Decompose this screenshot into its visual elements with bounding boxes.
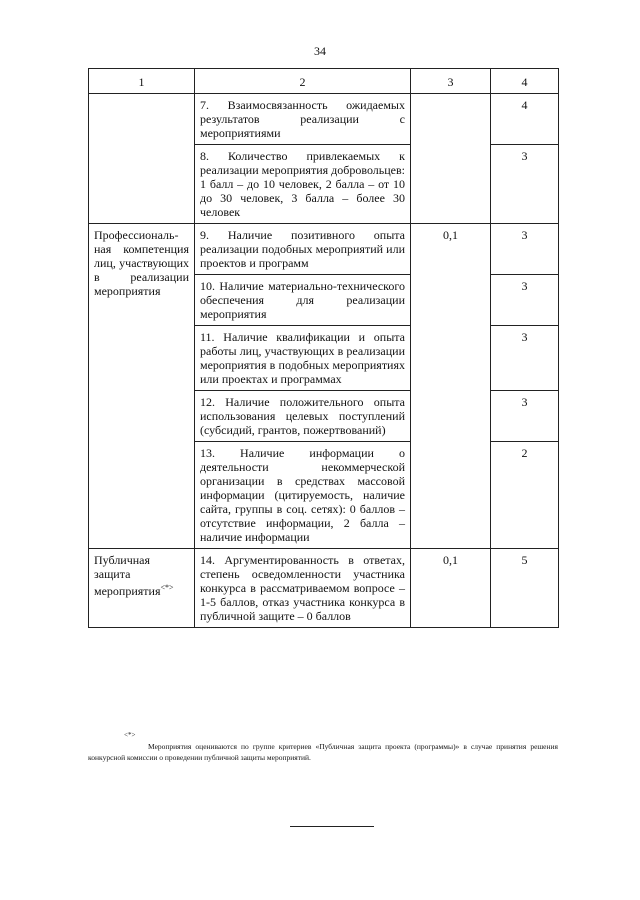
criteria-table — [88, 68, 559, 628]
criterion-text: 14. Аргументированность в ответах, степень осведомленности участника конкурса в рассматриваемом вопросе – 1-5 баллов, отказ участника конкурса в публичной защите – 0 баллов — [195, 549, 411, 628]
max-score: 4 — [491, 94, 559, 145]
criterion-text: 13. Наличие информации о деятельности некоммерческой организации в средствах массовой информации (цитируемость, наличие сайта, группы в соц. сетях): 0 баллов – отсутствие информации, 2 балла – наличие информации — [195, 442, 411, 549]
criteria-group-label: Профессиональ-ная компетенция лиц, участвующих в реализации мероприятия — [89, 224, 195, 549]
criterion-text: 7. Взаимосвязанность ожидаемых результатов реализации с мероприятиями — [195, 94, 411, 145]
table-row — [89, 94, 559, 145]
end-rule — [290, 826, 374, 827]
footnote — [88, 730, 558, 763]
criteria-group-label — [89, 549, 195, 628]
max-score: 3 — [491, 275, 559, 326]
page-number: 34 — [314, 44, 326, 58]
max-score: 3 — [491, 326, 559, 391]
criteria-group-cell-empty — [89, 94, 195, 224]
criterion-text: 11. Наличие квалификации и опыта работы лиц, участвующих в реализации мероприятия в подобных мероприятиях или проектах и программах — [195, 326, 411, 391]
criterion-text: 9. Наличие позитивного опыта реализации подобных мероприятий или проектов и программ — [195, 224, 411, 275]
max-score: 3 — [491, 391, 559, 442]
footnote-mark: <*> — [124, 731, 136, 739]
table-header-row — [89, 69, 559, 94]
group-weight: 0,1 — [411, 224, 491, 549]
criterion-text: 12. Наличие положительного опыта использования целевых поступлений (субсидий, грантов, пожертвований) — [195, 391, 411, 442]
max-score: 5 — [491, 549, 559, 628]
weight-cell-empty — [411, 94, 491, 224]
column-header-3: 3 — [411, 69, 491, 94]
column-header-2: 2 — [195, 69, 411, 94]
footnote-text: Мероприятия оцениваются по группе критериев «Публичная защита проекта (программы)» в случае принятия решения конкурсной комиссии о проведении публичной защиты мероприятий. — [88, 742, 558, 762]
max-score: 2 — [491, 442, 559, 549]
footnote-reference: <*> — [160, 583, 174, 592]
table-row — [89, 224, 559, 275]
column-header-1: 1 — [89, 69, 195, 94]
max-score: 3 — [491, 145, 559, 224]
max-score: 3 — [491, 224, 559, 275]
criterion-text: 8. Количество привлекаемых к реализации мероприятия добровольцев: 1 балл – до 10 человек, 2 балла – от 10 до 30 человек, 3 балла – более 30 человек — [195, 145, 411, 224]
criterion-text: 10. Наличие материально-технического обеспечения для реализации мероприятия — [195, 275, 411, 326]
column-header-4: 4 — [491, 69, 559, 94]
table-row — [89, 549, 559, 628]
group-label-text: Публичная защита мероприятия — [94, 553, 161, 598]
group-weight: 0,1 — [411, 549, 491, 628]
